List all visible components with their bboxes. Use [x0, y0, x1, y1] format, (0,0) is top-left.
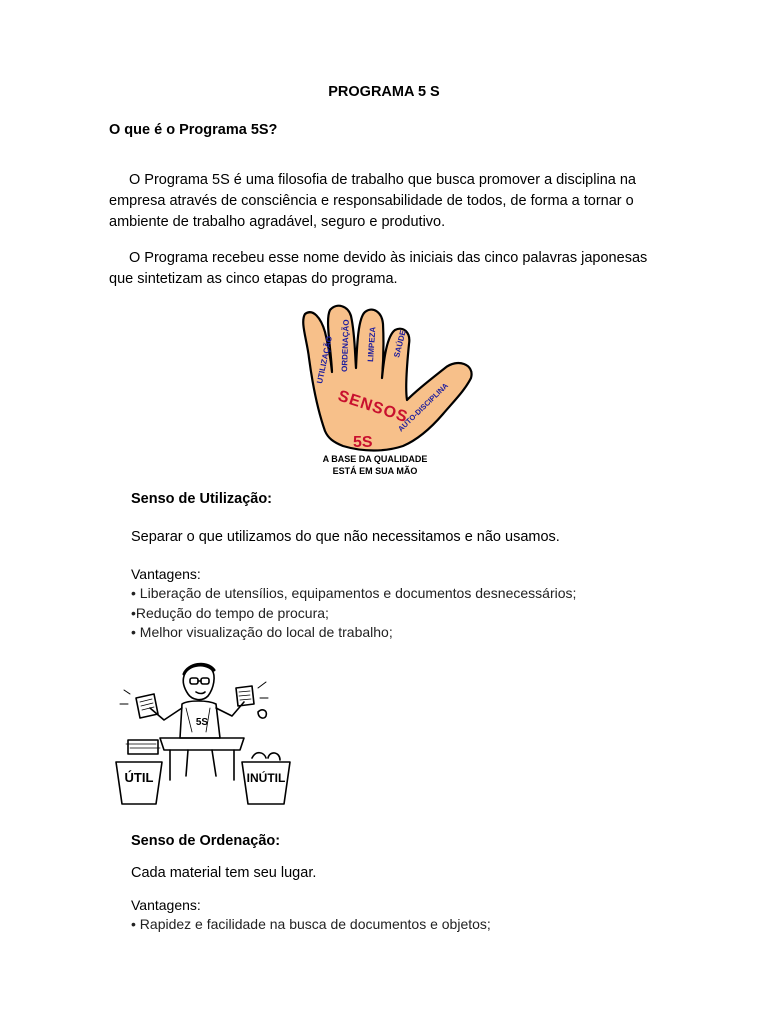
advantages-label: Vantagens: — [131, 566, 201, 582]
paragraph-1: O Programa 5S é uma filosofia de trabalho que busca promover a disciplina na empresa através de consciência e responsabilidade de todos, de forma a tornar o ambiente de trabalho agradável, seguro e produtivo. — [109, 172, 636, 230]
intro-paragraph — [109, 170, 669, 233]
section-description: Cada material tem seu lugar. — [131, 865, 317, 881]
advantage-item: • Melhor visualização do local de trabalho; — [131, 624, 393, 640]
advantage-item: • Liberação de utensílios, equipamentos e documentos desnecessários; — [131, 585, 577, 601]
hand-caption-line2: ESTÁ EM SUA MÃO — [332, 466, 418, 476]
section-heading: Senso de Ordenação: — [131, 833, 281, 849]
palm-word-sensos: SENSOS — [335, 387, 411, 427]
cartoon-sorting-figure — [108, 658, 298, 810]
finger-label-saude: SAÚDE — [392, 329, 408, 359]
hand-caption-line1: A BASE DA QUALIDADE — [322, 454, 428, 464]
page-title: PROGRAMA 5 S — [328, 84, 440, 100]
finger-label-limpeza: LIMPEZA — [366, 326, 378, 363]
palm-number-5s: 5S — [353, 434, 373, 451]
right-bin-label: INÚTIL — [246, 771, 286, 785]
finger-label-utilizacao: UTILIZAÇÃO — [315, 335, 335, 385]
advantages-label: Vantagens: — [131, 897, 201, 913]
section-heading: Senso de Utilização: — [131, 491, 273, 507]
hand-shape — [303, 306, 471, 451]
advantage-item: •Redução do tempo de procura; — [131, 604, 329, 621]
advantage-item: • Rapidez e facilidade na busca de documentos e objetos; — [131, 916, 491, 932]
section-ordenacao — [131, 831, 691, 935]
finger-label-ordenacao: ORDENAÇÃO — [340, 319, 351, 373]
section-utilizacao — [131, 489, 691, 643]
question-heading: O que é o Programa 5S? — [109, 122, 278, 138]
hand-5s-figure — [285, 296, 485, 482]
paragraph-2: O Programa recebeu esse nome devido às iniciais das cinco palavras japonesas que sintetizam as cinco etapas do programa. — [109, 250, 648, 287]
desk-label-5s: 5S — [195, 717, 209, 728]
advantages-list — [131, 584, 691, 643]
advantages-list — [131, 915, 691, 935]
finger-label-autodisciplina: AUTO-DISCIPLINA — [396, 381, 450, 434]
intro-paragraph-2 — [109, 248, 669, 290]
section-description: Separar o que utilizamos do que não necessitamos e não usamos. — [131, 529, 560, 545]
left-bin-label: ÚTIL — [124, 770, 154, 785]
